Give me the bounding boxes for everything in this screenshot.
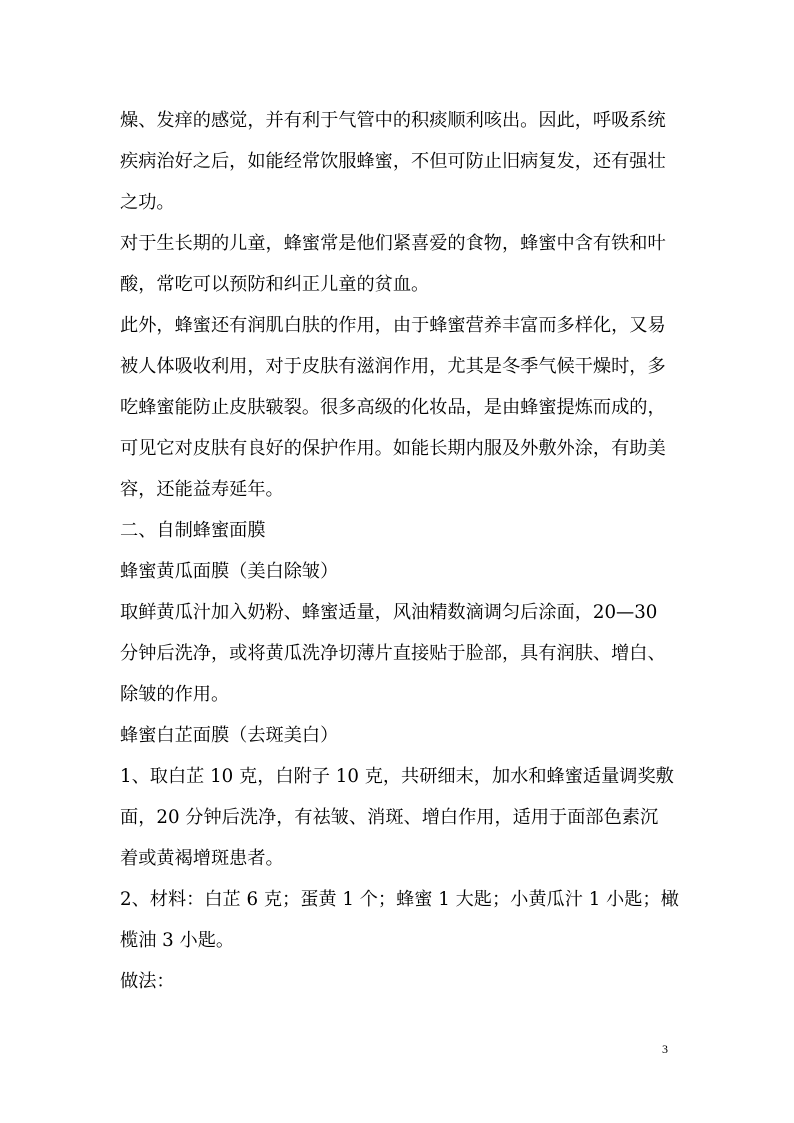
section-heading — [120, 510, 680, 551]
text-line: 做法： — [120, 971, 175, 992]
text-line: 酸，常吃可以预防和纠正儿童的贫血。 — [120, 274, 430, 295]
text-line: 吃蜂蜜能防止皮肤皲裂。很多高级的化妆品，是由蜂蜜提炼而成的， — [120, 397, 666, 418]
text-line: 被人体吸收利用，对于皮肤有滋润作用，尤其是冬季气候干燥时，多 — [120, 356, 666, 377]
text-line: 除皱的作用。 — [120, 684, 230, 705]
text-line: 分钟后洗净，或将黄瓜洗净切薄片直接贴于脸部，具有润肤、增白、 — [120, 643, 666, 664]
paragraph — [120, 223, 680, 305]
paragraph — [120, 100, 680, 223]
text-line: 蜂蜜白芷面膜（去斑美白） — [120, 725, 339, 746]
text-line: 蜂蜜黄瓜面膜（美白除皱） — [120, 561, 339, 582]
document-body — [120, 100, 680, 1002]
text-line: 取鲜黄瓜汁加入奶粉、蜂蜜适量，风油精数滴调匀后涂面，20—30 — [120, 602, 658, 623]
text-line: 容，还能益寿延年。 — [120, 479, 284, 500]
paragraph — [120, 756, 680, 879]
paragraph — [120, 592, 680, 715]
text-line: 二、自制蜂蜜面膜 — [120, 520, 266, 541]
sub-heading — [120, 551, 680, 592]
paragraph — [120, 305, 680, 510]
text-line: 着或黄褐增斑患者。 — [120, 848, 284, 869]
paragraph — [120, 961, 680, 1002]
text-line: 面，20 分钟后洗净，有祛皱、消斑、增白作用，适用于面部色素沉 — [120, 807, 659, 828]
page-number: 3 — [662, 1042, 668, 1056]
text-line: 之功。 — [120, 192, 175, 213]
text-line: 燥、发痒的感觉，并有利于气管中的积痰顺利咳出。因此，呼吸系统 — [120, 110, 666, 131]
sub-heading — [120, 715, 680, 756]
text-line: 此外，蜂蜜还有润肌白肤的作用，由于蜂蜜营养丰富而多样化，又易 — [120, 315, 666, 336]
text-line: 对于生长期的儿童，蜂蜜常是他们紧喜爱的食物，蜂蜜中含有铁和叶 — [120, 233, 666, 254]
text-line: 1、取白芷 10 克，白附子 10 克，共研细末，加水和蜂蜜适量调奖敷 — [120, 766, 674, 787]
text-line: 2、材料：白芷 6 克；蛋黄 1 个；蜂蜜 1 大匙；小黄瓜汁 1 小匙；橄 — [120, 889, 679, 910]
text-line: 可见它对皮肤有良好的保护作用。如能长期内服及外敷外涂，有助美 — [120, 438, 666, 459]
text-line: 榄油 3 小匙。 — [120, 930, 235, 951]
paragraph — [120, 879, 680, 961]
text-line: 疾病治好之后，如能经常饮服蜂蜜，不但可防止旧病复发，还有强壮 — [120, 151, 666, 172]
